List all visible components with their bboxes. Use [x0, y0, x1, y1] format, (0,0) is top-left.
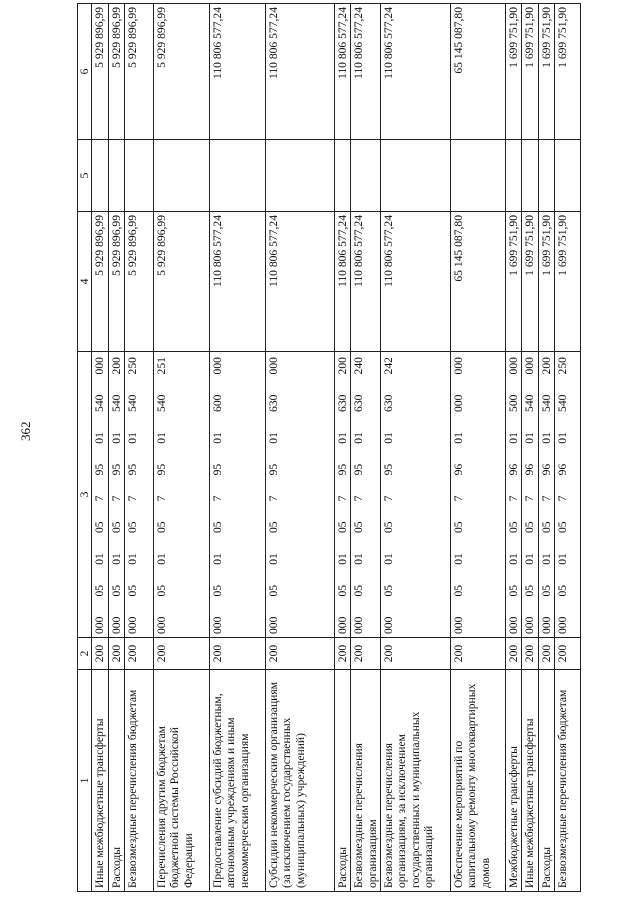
- code-part: 05: [381, 521, 395, 534]
- budget-code-parts: [556, 355, 569, 634]
- code-part: 7: [210, 495, 224, 502]
- code-part: 01: [352, 553, 366, 565]
- code-part: 000: [266, 357, 280, 375]
- code-part: 05: [154, 584, 168, 597]
- code-part: 05: [109, 584, 123, 597]
- row-name: Безвозмездные перечисления организациям, за исключением государственных и муниципальных организаций: [380, 670, 450, 892]
- code-part: 05: [125, 584, 139, 597]
- code-part: 05: [266, 521, 280, 534]
- code-part: 540: [154, 394, 168, 412]
- code-part: 250: [555, 357, 569, 375]
- row-name: Безвозмездные перечисления бюджетам: [124, 670, 153, 892]
- row-value-col6: 5 929 896,99: [92, 4, 108, 140]
- budget-code-parts: [155, 355, 168, 634]
- code-part: 01: [335, 432, 349, 444]
- row-value-col5: [108, 140, 124, 212]
- code-part: 000: [451, 394, 465, 412]
- table-row: [351, 4, 381, 892]
- code-part: 000: [506, 616, 520, 634]
- code-part: 01: [555, 553, 569, 565]
- code-part: 000: [539, 616, 553, 634]
- row-value-col4: 110 806 577,24: [265, 212, 334, 352]
- row-value-col5: [209, 140, 265, 212]
- table-row: [505, 4, 521, 892]
- row-admin-code: 200: [505, 638, 521, 670]
- row-budget-code: [538, 352, 554, 638]
- code-part: 01: [451, 553, 465, 565]
- code-part: 96: [451, 463, 465, 476]
- row-value-col6: 1 699 751,90: [538, 4, 554, 140]
- code-part: 01: [352, 432, 366, 444]
- row-name: Расходы: [334, 670, 350, 892]
- code-part: 01: [154, 553, 168, 565]
- code-part: 7: [125, 495, 139, 502]
- code-part: 000: [506, 357, 520, 375]
- code-part: 95: [335, 463, 349, 476]
- row-value-col5: [153, 140, 209, 212]
- table-row: [92, 4, 108, 892]
- row-value-col4: 1 699 751,90: [505, 212, 521, 352]
- row-value-col6: 110 806 577,24: [380, 4, 450, 140]
- row-value-col5: [92, 140, 108, 212]
- budget-code-parts: [267, 355, 280, 634]
- row-name: Предоставление субсидий бюджетным, автономным учреждениям и иным некоммерческим организациям: [209, 670, 265, 892]
- budget-table: [77, 3, 581, 892]
- code-part: 7: [335, 495, 349, 502]
- code-part: 630: [335, 394, 349, 412]
- row-name: Перечисления другим бюджетам бюджетной системы Российской Федерации: [153, 670, 209, 892]
- row-budget-code: [505, 352, 521, 638]
- code-part: 01: [523, 553, 537, 565]
- row-value-col6: 1 699 751,90: [522, 4, 538, 140]
- code-part: 05: [523, 584, 537, 597]
- code-part: 200: [109, 357, 123, 375]
- code-part: 7: [451, 495, 465, 502]
- row-name: Межбюджетные трансферты: [505, 670, 521, 892]
- row-budget-code: [554, 352, 580, 638]
- code-part: 01: [125, 432, 139, 444]
- header-col-1: 1: [78, 670, 92, 892]
- code-part: 01: [381, 432, 395, 444]
- code-part: 540: [539, 394, 553, 412]
- code-part: 96: [506, 463, 520, 476]
- code-part: 630: [381, 394, 395, 412]
- code-part: 01: [93, 553, 107, 565]
- code-part: 05: [210, 584, 224, 597]
- code-part: 7: [93, 495, 107, 502]
- row-value-col6: 110 806 577,24: [334, 4, 350, 140]
- code-part: 95: [352, 463, 366, 476]
- budget-code-parts: [110, 355, 123, 634]
- table-row: [380, 4, 450, 892]
- row-admin-code: 200: [265, 638, 334, 670]
- code-part: 01: [210, 432, 224, 444]
- budget-code-parts: [452, 355, 465, 634]
- code-part: 01: [125, 553, 139, 565]
- row-name: Расходы: [108, 670, 124, 892]
- code-part: 05: [266, 584, 280, 597]
- code-part: 95: [154, 463, 168, 476]
- row-budget-code: [522, 352, 538, 638]
- code-part: 01: [539, 553, 553, 565]
- code-part: 05: [555, 521, 569, 534]
- code-part: 05: [506, 584, 520, 597]
- table-row: [538, 4, 554, 892]
- code-part: 000: [93, 357, 107, 375]
- code-part: 95: [109, 463, 123, 476]
- code-part: 95: [210, 463, 224, 476]
- code-part: 000: [352, 616, 366, 634]
- code-part: 7: [266, 495, 280, 502]
- row-value-col6: 5 929 896,99: [108, 4, 124, 140]
- code-part: 05: [539, 584, 553, 597]
- code-part: 540: [93, 394, 107, 412]
- row-admin-code: 200: [108, 638, 124, 670]
- budget-code-parts: [336, 355, 349, 634]
- code-part: 05: [539, 521, 553, 534]
- row-admin-code: 200: [209, 638, 265, 670]
- code-part: 251: [154, 357, 168, 375]
- code-part: 000: [93, 616, 107, 634]
- code-part: 7: [523, 495, 537, 502]
- table-row: [265, 4, 334, 892]
- code-part: 500: [506, 394, 520, 412]
- code-part: 600: [210, 394, 224, 412]
- row-value-col5: [334, 140, 350, 212]
- code-part: 000: [109, 616, 123, 634]
- code-part: 200: [539, 357, 553, 375]
- budget-code-parts: [211, 355, 224, 634]
- code-part: 01: [539, 432, 553, 444]
- row-budget-code: [334, 352, 350, 638]
- row-budget-code: [108, 352, 124, 638]
- code-part: 242: [381, 357, 395, 375]
- code-part: 05: [335, 521, 349, 534]
- table-row: [450, 4, 505, 892]
- row-value-col4: 110 806 577,24: [334, 212, 350, 352]
- code-part: 01: [381, 553, 395, 565]
- row-value-col6: 5 929 896,99: [153, 4, 209, 140]
- code-part: 000: [154, 616, 168, 634]
- row-value-col5: [265, 140, 334, 212]
- row-value-col4: 110 806 577,24: [209, 212, 265, 352]
- code-part: 05: [451, 584, 465, 597]
- row-admin-code: 200: [554, 638, 580, 670]
- code-part: 05: [555, 584, 569, 597]
- code-part: 01: [266, 432, 280, 444]
- code-part: 05: [335, 584, 349, 597]
- code-part: 05: [154, 521, 168, 534]
- code-part: 95: [93, 463, 107, 476]
- row-admin-code: 200: [522, 638, 538, 670]
- code-part: 000: [266, 616, 280, 634]
- row-value-col5: [351, 140, 381, 212]
- code-part: 540: [125, 394, 139, 412]
- code-part: 96: [555, 463, 569, 476]
- code-part: 05: [506, 521, 520, 534]
- budget-code-parts: [126, 355, 139, 634]
- row-value-col6: 110 806 577,24: [209, 4, 265, 140]
- code-part: 05: [109, 521, 123, 534]
- row-value-col4: 110 806 577,24: [351, 212, 381, 352]
- code-part: 95: [125, 463, 139, 476]
- code-part: 540: [555, 394, 569, 412]
- row-admin-code: 200: [538, 638, 554, 670]
- row-value-col5: [380, 140, 450, 212]
- row-value-col4: 1 699 751,90: [538, 212, 554, 352]
- row-value-col5: [554, 140, 580, 212]
- header-col-2: 2: [78, 638, 92, 670]
- row-value-col5: [450, 140, 505, 212]
- code-part: 01: [109, 553, 123, 565]
- code-part: 01: [506, 432, 520, 444]
- row-admin-code: 200: [153, 638, 209, 670]
- row-budget-code: [265, 352, 334, 638]
- row-admin-code: 200: [334, 638, 350, 670]
- code-part: 05: [93, 521, 107, 534]
- code-part: 01: [335, 553, 349, 565]
- code-part: 000: [451, 616, 465, 634]
- row-value-col4: 1 699 751,90: [554, 212, 580, 352]
- row-admin-code: 200: [124, 638, 153, 670]
- code-part: 000: [335, 616, 349, 634]
- row-value-col5: [124, 140, 153, 212]
- code-part: 05: [210, 521, 224, 534]
- budget-code-parts: [507, 355, 520, 634]
- code-part: 7: [109, 495, 123, 502]
- code-part: 96: [539, 463, 553, 476]
- code-part: 630: [266, 394, 280, 412]
- row-name: Обеспечение мероприятий по капитальному ремонту многоквартирных домов: [450, 670, 505, 892]
- row-name: Иные межбюджетные трансферты: [522, 670, 538, 892]
- row-value-col6: 110 806 577,24: [351, 4, 381, 140]
- row-budget-code: [380, 352, 450, 638]
- table-row: [522, 4, 538, 892]
- code-part: 01: [523, 432, 537, 444]
- header-col-5: 5: [78, 140, 92, 212]
- code-part: 000: [210, 357, 224, 375]
- row-value-col5: [505, 140, 521, 212]
- code-part: 000: [125, 616, 139, 634]
- row-value-col4: 5 929 896,99: [124, 212, 153, 352]
- code-part: 7: [555, 495, 569, 502]
- code-part: 95: [381, 463, 395, 476]
- code-part: 000: [523, 357, 537, 375]
- header-row: [78, 4, 92, 892]
- budget-code-parts: [352, 355, 365, 634]
- code-part: 7: [539, 495, 553, 502]
- row-value-col6: 1 699 751,90: [505, 4, 521, 140]
- code-part: 7: [154, 495, 168, 502]
- code-part: 250: [125, 357, 139, 375]
- rotated-table-container: [77, 4, 617, 892]
- page-number: 362: [18, 421, 33, 441]
- table-body: [92, 4, 581, 892]
- code-part: 000: [555, 616, 569, 634]
- code-part: 01: [154, 432, 168, 444]
- row-value-col4: 5 929 896,99: [153, 212, 209, 352]
- code-part: 7: [381, 495, 395, 502]
- header-col-3: 3: [78, 352, 92, 638]
- code-part: 000: [451, 357, 465, 375]
- code-part: 05: [93, 584, 107, 597]
- row-value-col6: 110 806 577,24: [265, 4, 334, 140]
- row-name: Субсидии некоммерческим организациям (за исключением государственных (муниципальных) учреждений): [265, 670, 334, 892]
- row-value-col4: 5 929 896,99: [92, 212, 108, 352]
- row-admin-code: 200: [380, 638, 450, 670]
- budget-code-parts: [382, 355, 395, 634]
- code-part: 01: [506, 553, 520, 565]
- budget-code-parts: [93, 355, 106, 634]
- row-budget-code: [124, 352, 153, 638]
- code-part: 05: [451, 521, 465, 534]
- row-value-col6: 1 699 751,90: [554, 4, 580, 140]
- code-part: 05: [381, 584, 395, 597]
- code-part: 7: [352, 495, 366, 502]
- code-part: 540: [523, 394, 537, 412]
- row-value-col4: 5 929 896,99: [108, 212, 124, 352]
- row-name: Расходы: [538, 670, 554, 892]
- row-budget-code: [153, 352, 209, 638]
- row-budget-code: [92, 352, 108, 638]
- code-part: 01: [266, 553, 280, 565]
- header-col-6: 6: [78, 4, 92, 140]
- code-part: 01: [555, 432, 569, 444]
- code-part: 01: [93, 432, 107, 444]
- code-part: 01: [210, 553, 224, 565]
- table-row: [334, 4, 350, 892]
- row-value-col6: 5 929 896,99: [124, 4, 153, 140]
- row-value-col4: 65 145 087,80: [450, 212, 505, 352]
- header-col-4: 4: [78, 212, 92, 352]
- code-part: 540: [109, 394, 123, 412]
- table-row: [153, 4, 209, 892]
- code-part: 95: [266, 463, 280, 476]
- code-part: 000: [381, 616, 395, 634]
- code-part: 05: [125, 521, 139, 534]
- code-part: 01: [109, 432, 123, 444]
- row-admin-code: 200: [92, 638, 108, 670]
- code-part: 05: [352, 584, 366, 597]
- row-budget-code: [209, 352, 265, 638]
- code-part: 000: [523, 616, 537, 634]
- code-part: 96: [523, 463, 537, 476]
- code-part: 630: [352, 394, 366, 412]
- code-part: 200: [335, 357, 349, 375]
- table-row: [554, 4, 580, 892]
- row-name: Безвозмездные перечисления бюджетам: [554, 670, 580, 892]
- budget-code-parts: [540, 355, 553, 634]
- row-budget-code: [351, 352, 381, 638]
- row-admin-code: 200: [351, 638, 381, 670]
- code-part: 7: [506, 495, 520, 502]
- code-part: 240: [352, 357, 366, 375]
- code-part: 01: [451, 432, 465, 444]
- row-name: Безвозмездные перечисления организациям: [351, 670, 381, 892]
- budget-code-parts: [523, 355, 536, 634]
- code-part: 000: [210, 616, 224, 634]
- row-admin-code: 200: [450, 638, 505, 670]
- row-value-col5: [538, 140, 554, 212]
- row-budget-code: [450, 352, 505, 638]
- row-value-col4: 110 806 577,24: [380, 212, 450, 352]
- table-row: [124, 4, 153, 892]
- code-part: 05: [352, 521, 366, 534]
- code-part: 05: [523, 521, 537, 534]
- table-row: [209, 4, 265, 892]
- row-value-col4: 1 699 751,90: [522, 212, 538, 352]
- row-name: Иные межбюджетные трансферты: [92, 670, 108, 892]
- table-row: [108, 4, 124, 892]
- row-value-col6: 65 145 087,80: [450, 4, 505, 140]
- row-value-col5: [522, 140, 538, 212]
